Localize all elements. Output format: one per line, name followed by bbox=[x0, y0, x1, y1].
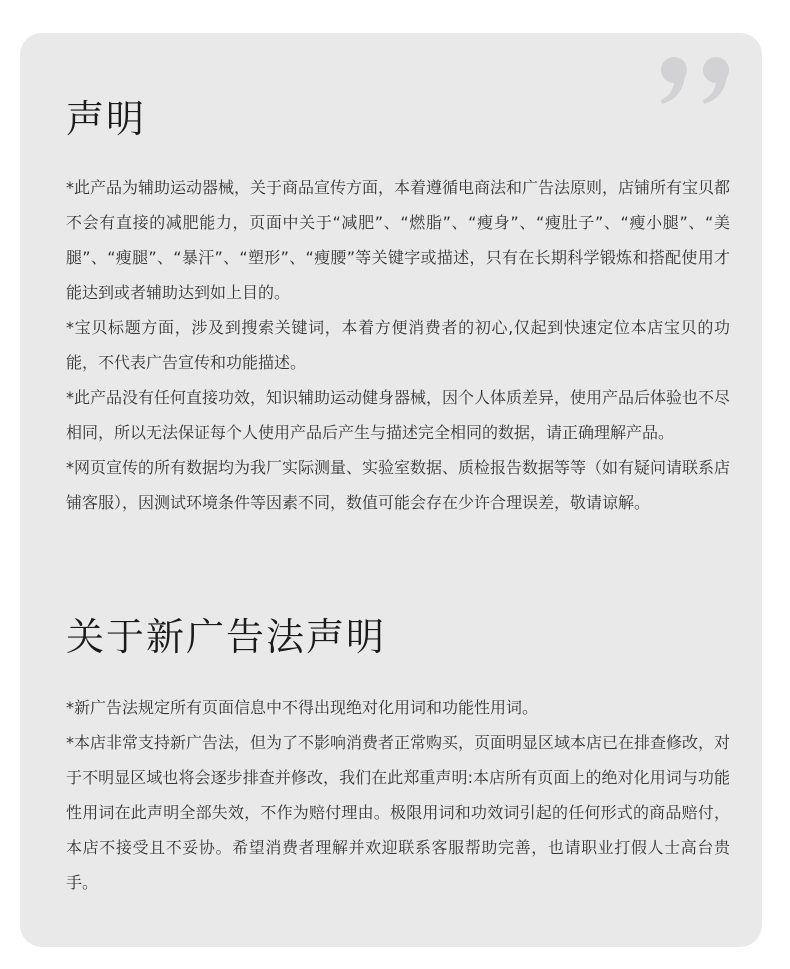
ad-law-title: 关于新广告法声明 bbox=[66, 615, 387, 659]
statement-title: 声明 bbox=[66, 97, 147, 141]
ad-law-paragraph-rule: *新广告法规定所有页面信息中不得出现绝对化用词和功能性用词。 bbox=[66, 698, 539, 717]
statement-paragraph-title-keywords: *宝贝标题方面，涉及到搜索关键词，本着方便消费者的初心,仅起到快速定位本店宝贝的功能，不代表广告宣传和功能描述。 bbox=[66, 318, 730, 372]
statement-paragraph-data: *网页宣传的所有数据均为我厂实际测量、实验室数据、质检报告数据等等（如有疑问请联系店铺客服），因测试环境条件等因素不同，数值可能会存在少许合理误差，敬请谅解。 bbox=[66, 458, 731, 512]
ad-law-paragraph-support: *本店非常支持新广告法，但为了不影响消费者正常购买，页面明显区域本店已在排查修改，对于不明显区域也将会逐步排查并修改，我们在此郑重声明:本店所有页面上的绝对化用词与功能性用词在此声明全部失效，不作为赔付理由。极限用词和功效词引起的任何形式的商品赔付，本店不接受且不妥协。希望消费者理解并欢迎联系客服帮助完善，也请职业打假人士高台贵手。 bbox=[66, 733, 731, 892]
statement-paragraph-no-effect: *此产品没有任何直接功效，知识辅助运动健身器械，因个人体质差异，使用产品后体验也不尽相同，所以无法保证每个人使用产品后产生与描述完全相同的数据，请正确理解产品。 bbox=[66, 388, 731, 442]
closing-quote-icon bbox=[658, 55, 734, 105]
statement-body bbox=[66, 170, 730, 520]
statement-paragraph-product: *此产品为辅助运动器械，关于商品宣传方面，本着遵循电商法和广告法原则，店铺所有宝贝都不会有直接的减肥能力，页面中关于“减肥”、“燃脂”、“瘦身”、“瘦肚子”、“瘦小腿”、“美腿”、“瘦腿”、“暴汗”、“塑形”、“瘦腰”等关键字或描述，只有在长期科学锻炼和搭配使用才能达到或者辅助达到如上目的。 bbox=[66, 178, 731, 302]
ad-law-body bbox=[66, 690, 730, 900]
statement-card bbox=[20, 33, 762, 947]
